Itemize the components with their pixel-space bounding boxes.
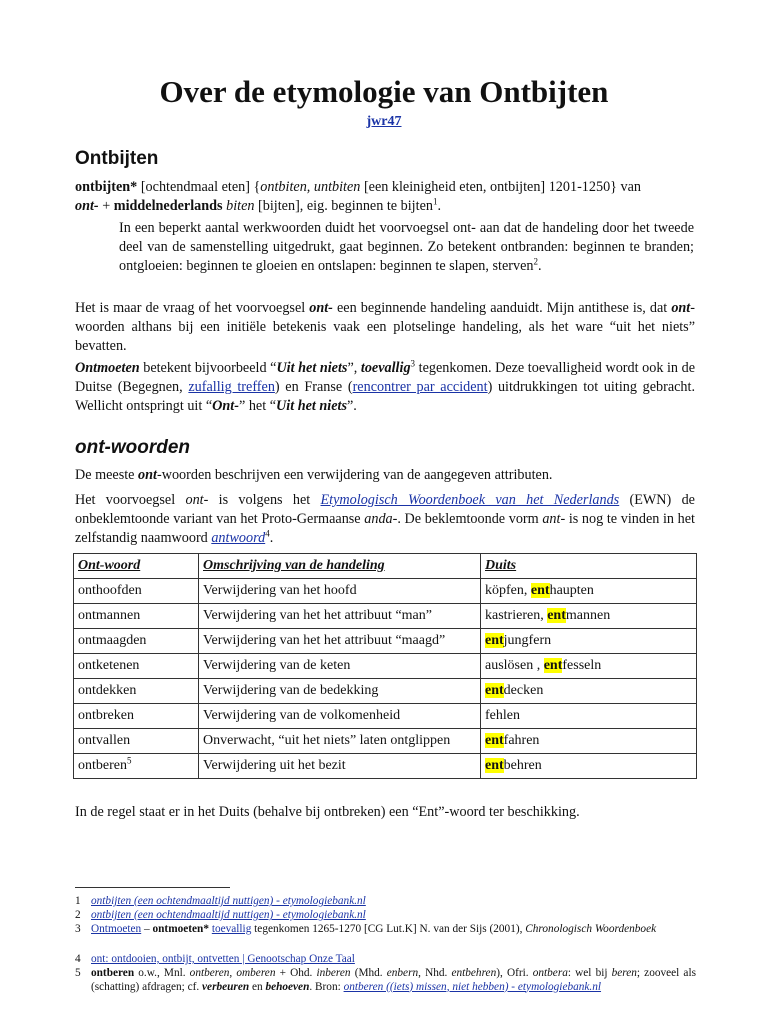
footnote-5: 5 ontberen o.w., Mnl. ontberen, omberen + Ohd. inberen (Mhd. enbern, Nhd. entbehren), Ofri. ontbera: wel bij beren; zooveel als (schatting) afdragen; cf. verbeuren en behoeven. Bron: ontberen ((iets) missen, niet hebben) - etymologiebank.nl (75, 967, 696, 993)
author-link[interactable]: jwr47 (366, 114, 402, 129)
ont-word-cell: ontberen$^5$ (74, 754, 199, 779)
page-title: Over de etymologie van Ontbijten (159, 74, 609, 109)
paragraph-meeste: De meeste ont-woorden beschrijven een verwijdering van de aangegeven attributen. (75, 467, 553, 483)
footnote-link[interactable]: toevallig (211, 923, 252, 935)
description-cell: Verwijdering van het het attribuut “man” (199, 604, 481, 629)
footnote-link[interactable]: ontbijten (een ochtendmaaltijd nuttigen) - etymologiebank.nl (91, 909, 366, 921)
table-row (74, 629, 697, 654)
link-zufallig-treffen[interactable]: zufallig treffen (188, 379, 275, 395)
footnote-link[interactable]: Ontmoeten (91, 923, 142, 935)
column-header: Ont-woord (74, 554, 199, 579)
german-cell: köpfen, enthaupten (481, 579, 697, 604)
paragraph-voorvoegsel: Het voorvoegsel ont- is volgens het Etymologisch Woordenboek van het Nederlands (EWN) de onbeklemtoonde variant van het Proto-Germaanse anda-. De beklemtoonde vorm ant- is nog te vinden in het zelfstandig naamwoord antwoord$^4$. (75, 492, 695, 546)
block-quote: In een beperkt aantal werkwoorden duidt het voorvoegsel ont- aan dat de handeling door het tweede deel van de samenstelling uitgedrukt, gaat beginnen. Zo betekent ontbranden: beginnen te branden; ontgloeien: beginnen te gloeien en ontslapen: beginnen te slapen, sterven$^2$. (119, 220, 694, 274)
link-rencontrer-par-accident[interactable]: rencontrer par accident (352, 379, 488, 395)
ont-woorden-table (73, 553, 697, 779)
footnote-link[interactable]: ontberen ((iets) missen, niet hebben) - etymologiebank.nl (343, 980, 602, 993)
footnote-1: 1 ontbijten (een ochtendmaaltijd nuttigen) - etymologiebank.nl (75, 895, 366, 907)
table-row (74, 704, 697, 729)
german-cell: entjungfern (481, 629, 697, 654)
german-cell: entbehren (481, 754, 697, 779)
german-cell: kastrieren, entmannen (481, 604, 697, 629)
description-cell: Onverwacht, “uit het niets” laten ontglippen (199, 729, 481, 754)
table-header-row (74, 554, 697, 579)
footnote-link[interactable]: ont: ontdooien, ontbijt, ontvetten | Genootschap Onze Taal (91, 953, 355, 965)
paragraph-regel: In de regel staat er in het Duits (behalve bij ontbreken) een “Ent”-woord ter beschikking. (75, 804, 580, 820)
german-cell: fehlen (481, 704, 697, 729)
table-row (74, 579, 697, 604)
table-row (74, 679, 697, 704)
table-row (74, 654, 697, 679)
paragraph-antithese: Het is maar de vraag of het voorvoegsel ont- een beginnende handeling aanduidt. Mijn antithese is, dat ont-woorden althans bij een initiële betekenis vaak een plotselinge handeling, als het ware “uit het niets” bevatten. (75, 300, 695, 354)
description-cell: Verwijdering van het hoofd (199, 579, 481, 604)
footnote-3: 3 Ontmoeten – ontmoeten* toevallig tegenkomen 1265-1270 [CG Lut.K] N. van der Sijs (2001), Chronologisch Woordenboek (75, 923, 657, 935)
german-cell: auslösen , entfesseln (481, 654, 697, 679)
ont-word-cell: ontbreken (74, 704, 199, 729)
german-cell: entfahren (481, 729, 697, 754)
description-cell: Verwijdering van de volkomenheid (199, 704, 481, 729)
footnote-2: 2 ontbijten (een ochtendmaaltijd nuttigen) - etymologiebank.nl (75, 909, 366, 921)
description-cell: Verwijdering van de keten (199, 654, 481, 679)
table-row (74, 754, 697, 779)
ont-word-cell: ontdekken (74, 679, 199, 704)
description-cell: Verwijdering van het het attribuut “maagd” (199, 629, 481, 654)
footnote-separator (75, 887, 230, 888)
ont-word-cell: ontketenen (74, 654, 199, 679)
ont-word-cell: ontmannen (74, 604, 199, 629)
footnote-4: 4 ont: ontdooien, ontbijt, ontvetten | Genootschap Onze Taal (75, 953, 355, 965)
column-header: Duits (481, 554, 697, 579)
section-heading-ont-woorden: ont-woorden (75, 437, 191, 458)
ont-word-cell: ontvallen (74, 729, 199, 754)
ont-word-cell: ontmaagden (74, 629, 199, 654)
description-cell: Verwijdering van de bedekking (199, 679, 481, 704)
section-heading-ontbijten: Ontbijten (75, 148, 159, 169)
description-cell: Verwijdering uit het bezit (199, 754, 481, 779)
table-row (74, 604, 697, 629)
link-ewn[interactable]: Etymologisch Woordenboek van het Nederlands (320, 492, 620, 508)
link-antwoord[interactable]: antwoord (211, 530, 266, 546)
ont-word-cell: onthoofden (74, 579, 199, 604)
german-cell: entdecken (481, 679, 697, 704)
column-header: Omschrijving van de handeling (199, 554, 481, 579)
footnote-link[interactable]: ontbijten (een ochtendmaaltijd nuttigen) - etymologiebank.nl (91, 895, 366, 907)
paragraph-ontmoeten: Ontmoeten betekent bijvoorbeeld “Uit het niets”, toevallig$^3$ tegenkomen. Deze toevalligheid wordt ook in de Duitse (Begegnen, zufallig treffen) en Franse (rencontrer par accident) uitdrukkingen tot uiting gebracht. Wellicht ontspringt uit “Ont-” het “Uit het niets”. (75, 358, 695, 414)
table-row (74, 729, 697, 754)
dictionary-entry: ontbijten* [ochtendmaal eten] {ontbiten, untbiten [een kleinigheid eten, ontbijten] 1201-1250} van ont- + middelnederlands biten [bijten], eig. beginnen te bijten$^1$. (75, 179, 642, 214)
